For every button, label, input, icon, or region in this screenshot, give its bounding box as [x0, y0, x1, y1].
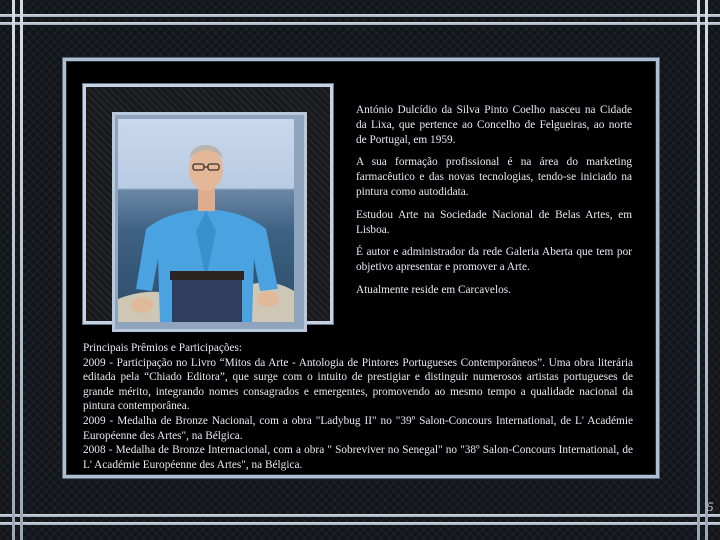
award-item: 2009 - Medalha de Bronze Nacional, com a obra "Ladybug II" no "39º Salon-Concours International, de L' Académie Européenne des Artes", na Bélgica. — [83, 414, 633, 442]
right-hand — [257, 291, 279, 307]
frame-line-left-inner — [20, 0, 23, 540]
frame-line-top-inner — [0, 22, 720, 25]
bio-paragraph: António Dulcídio da Silva Pinto Coelho nasceu na Cidade da Lixa, que pertence ao Concelho de Felgueiras, ao norte de Portugal, em 1959. — [356, 104, 632, 146]
awards-section — [83, 341, 633, 472]
bio-paragraph: A sua formação profissional é na área do marketing farmacêutico e das novas tecnologias, tendo-se iniciado na pintura como autodidata. — [356, 156, 632, 198]
awards-heading: Principais Prêmios e Participações: — [83, 342, 243, 354]
belt-shape — [170, 271, 244, 280]
bio-paragraph: Atualmente reside em Carcavelos. — [356, 283, 511, 296]
frame-line-left — [12, 0, 15, 540]
left-hand — [131, 297, 153, 313]
portrait-photo — [118, 119, 294, 322]
frame-line-right — [705, 0, 708, 540]
award-item: 2008 - Medalha de Bronze Internacional, com a obra " Sobreviver no Senegal" no "38º Salon-Concours International, de L' Académie Européenne des Artes", na Bélgica. — [83, 444, 633, 471]
frame-line-bottom — [0, 522, 720, 525]
bio-paragraph: É autor e administrador da rede Galeria Aberta que tem por objetivo apresentar e promover a Arte. — [356, 246, 632, 274]
bio-paragraph: Estudou Arte na Sociedade Nacional de Belas Artes, em Lisboa. — [356, 208, 632, 236]
frame-line-bottom-inner — [0, 514, 720, 517]
jeans-shape — [172, 280, 242, 322]
portrait-illustration — [118, 119, 294, 322]
frame-line-right-inner — [697, 0, 700, 540]
frame-line-top — [0, 14, 720, 17]
award-item: 2009 - Participação no Livro “Mitos da Arte - Antologia de Pintores Portugueses Contemporâneos”. Uma obra literária editada pela “Chiado Editora”, que surge com o intuito de prestigiar e distinguir numerosos artistas portugueses de grande mérito, integrando nomes consagrados e emergentes, promovendo ao mesmo tempo a qualidade nacional da pintura contemporânea. — [83, 356, 633, 413]
page-number: 5 — [707, 499, 714, 514]
biography-text — [356, 103, 632, 306]
neck-shape — [198, 189, 215, 211]
